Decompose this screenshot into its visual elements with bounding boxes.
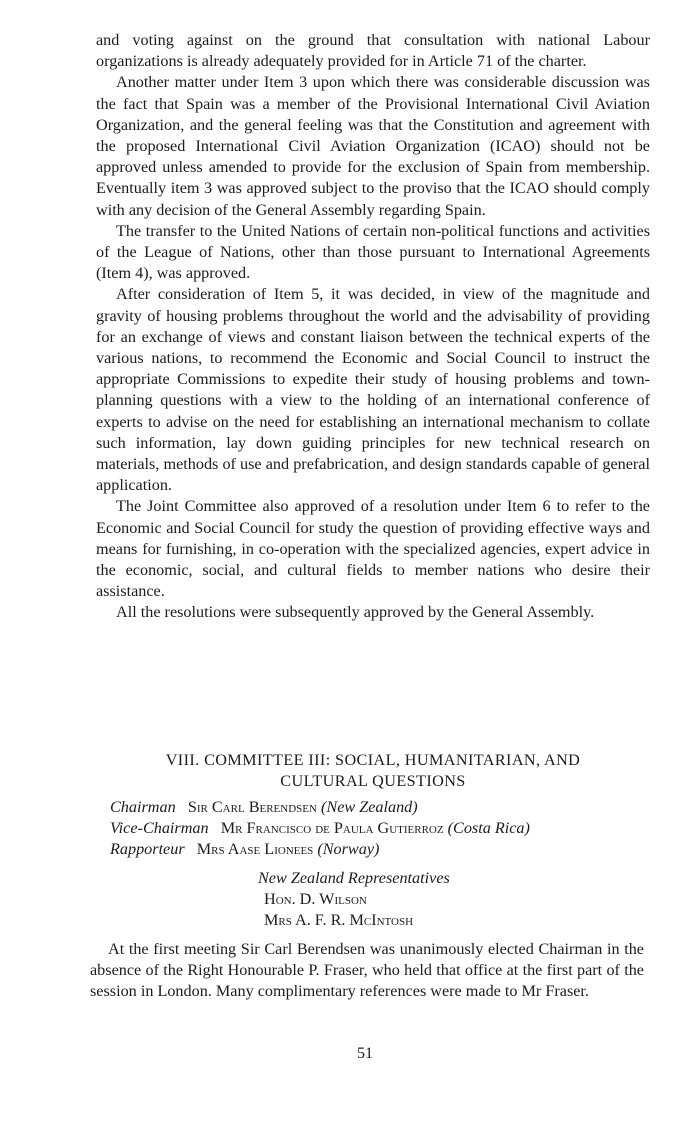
paragraph-housing: After consideration of Item 5, it was decided, in view of the magnitude and gravity of housing problems throughout the world and the advisability of providing for an exchange of views and constant liaison between the technical experts of the various nations, to recommend the Economic and Social Council to instruct the appropriate Commissions to expedite their study of housing problems and town-planning questions with a view to the holding of an international conference of experts to advise on the need for establishing an international mechanism to collate such information, lay down guiding principles for new technical research on materials, methods of use and prefabrication, and design standards capable of general application. [96, 285, 650, 495]
paragraph-league-transfer: The transfer to the United Nations of certain non-political functions and activities of the League of Nations, other than those pursuant to International Agreements (Item 4), was approved. [96, 221, 650, 283]
body-text [96, 30, 650, 624]
officer-country: (Costa Rica) [447, 819, 530, 838]
paragraph-spain: Another matter under Item 3 upon which there was considerable discussion was the fact that Spain was a member of the Provisional International Civil Aviation Organization, and the general feeling was that the Constitution and agreement with the proposed International Civil Aviation Organization (ICAO) should not be approved unless amended to provide for the exclusion of Spain from membership. Eventually item 3 was approved subject to the proviso that the ICAO should comply with any decision of the General Assembly regarding Spain. [96, 73, 650, 219]
section-heading [96, 750, 650, 792]
section-heading-line-2: CULTURAL QUESTIONS [280, 772, 466, 791]
officer-name: Mr Francisco de Paula Gutierroz [220, 819, 444, 838]
officer-country: (Norway) [317, 840, 380, 859]
officer-vice-chairman [110, 818, 670, 839]
representative-name: Mrs A. F. R. McIntosh [264, 911, 414, 930]
paragraph-resolutions: All the resolutions were subsequently approved by the General Assembly. [116, 603, 595, 622]
officer-chairman [110, 797, 670, 818]
officer-rapporteur [110, 839, 670, 860]
section-heading-line-1: VIII. COMMITTEE III: SOCIAL, HUMANITARIAN, AND [165, 751, 581, 769]
officer-name: Sir Carl Berendsen [187, 798, 317, 816]
paragraph-charter: and voting against on the ground that consultation with national Labour organizations is already adequately provided for in Article 71 of the charter. [96, 31, 650, 71]
closing-text [90, 939, 644, 1003]
officer-role: Chairman [110, 798, 176, 816]
paragraph-expert-advice: The Joint Committee also approved of a resolution under Item 6 to refer to the Economic and Social Council for study the question of providing effective ways and means for furnishing, in co-operation with the specialized agencies, expert advice in the economic, social, and cultural fields to member nations who desire their assistance. [96, 497, 650, 601]
representative-name: Hon. D. Wilson [264, 890, 367, 909]
officer-role: Rapporteur [110, 840, 185, 859]
paragraph-first-meeting: At the first meeting Sir Carl Berendsen was unanimously elected Chairman in the absence of the Right Honourable P. Fraser, who held that office at the first part of the session in London. Many complimentary references were made to Mr Fraser. [90, 940, 644, 1001]
officer-role: Vice-Chairman [110, 819, 209, 838]
officer-country: (New Zealand) [321, 798, 418, 816]
page-number: 51 [357, 1045, 373, 1062]
officer-name: Mrs Aase Lionees [196, 840, 314, 859]
committee-officers [110, 797, 670, 861]
representatives-block [258, 868, 658, 932]
representatives-title: New Zealand Representatives [258, 869, 450, 887]
